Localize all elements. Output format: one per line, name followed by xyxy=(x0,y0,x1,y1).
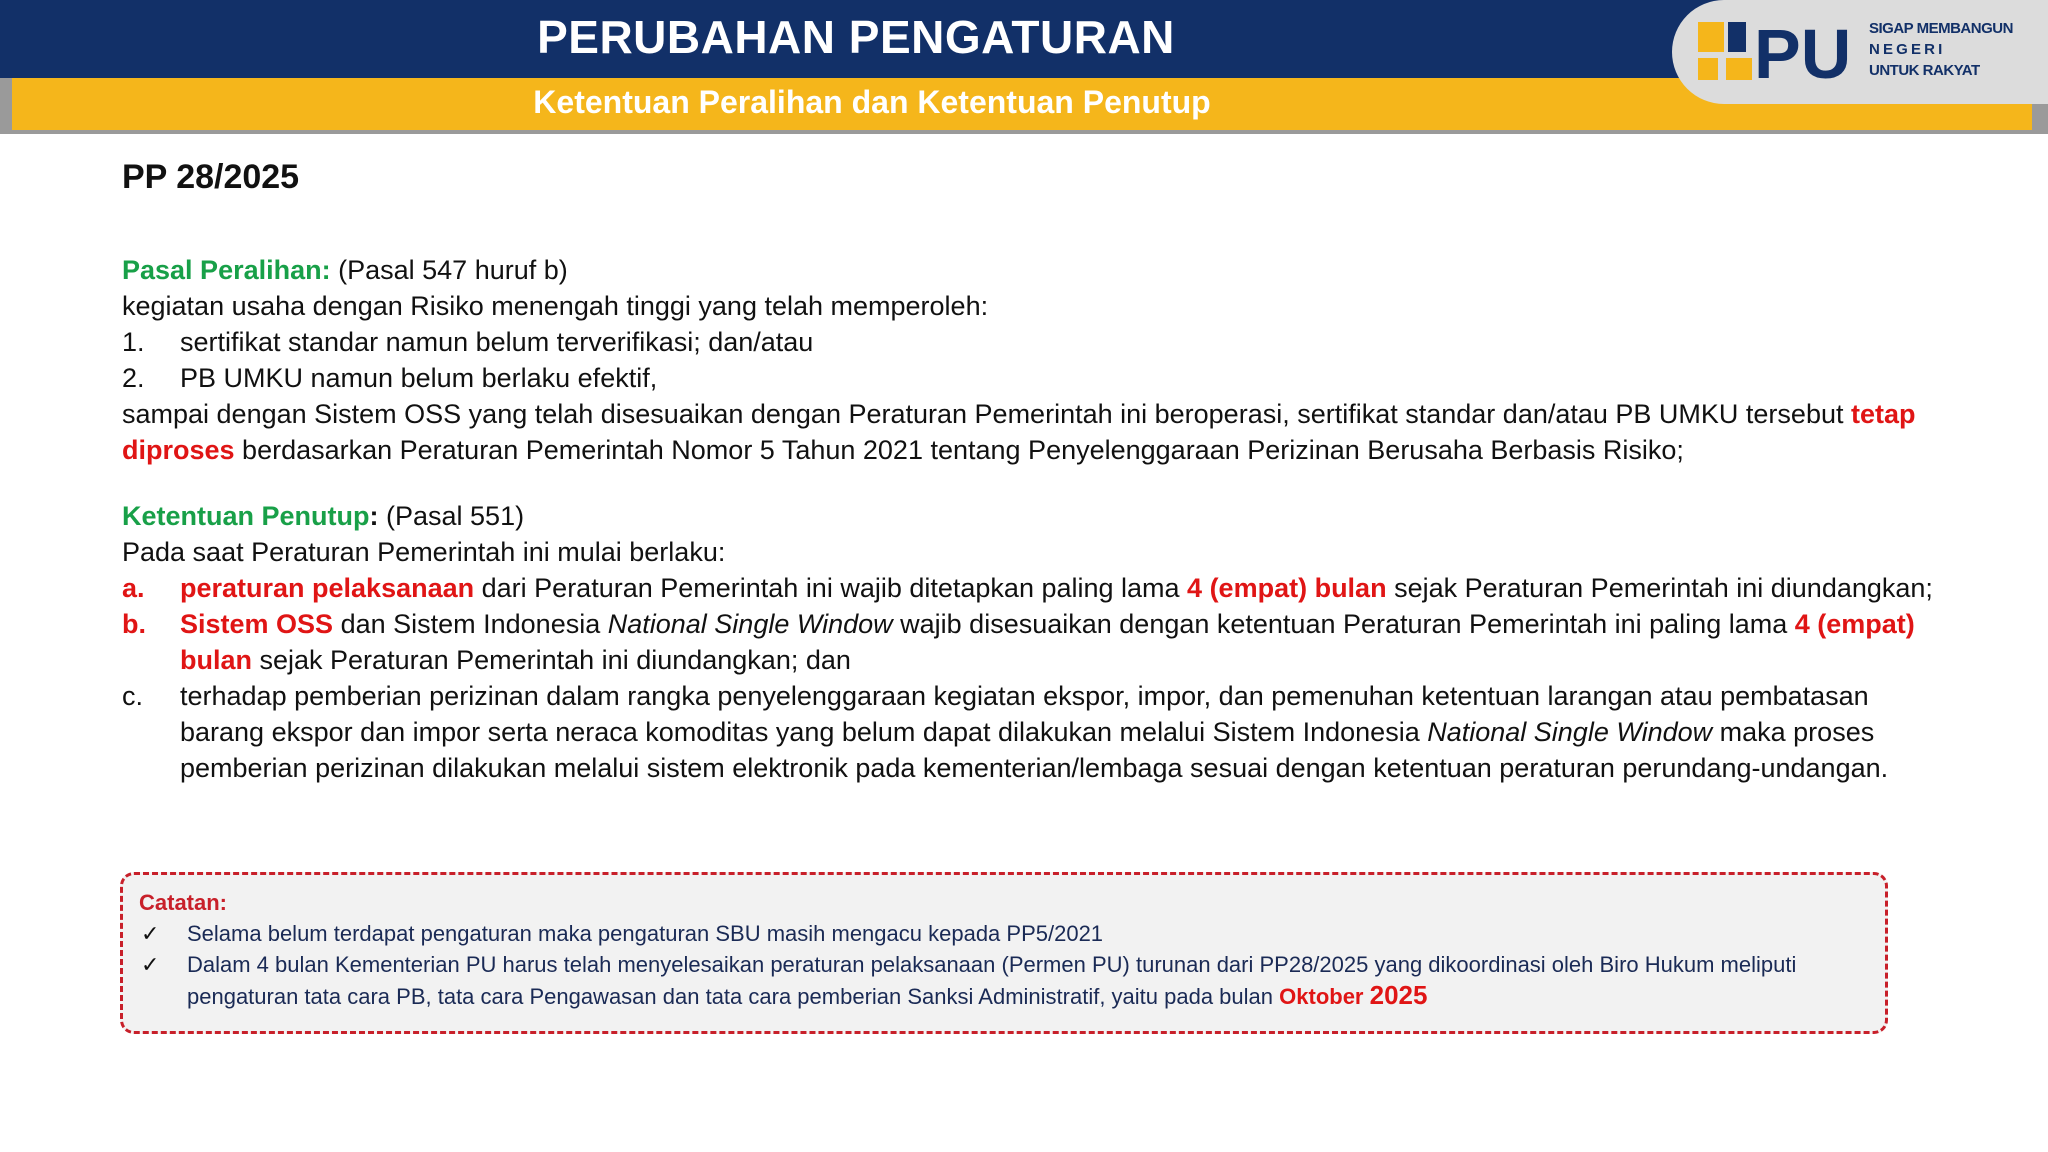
note-text: Selama belum terdapat pengaturan maka pengaturan SBU masih mengacu kepada PP5/2021 xyxy=(187,921,1104,946)
item-c-text-2: maka proses pemberian perizinan dilakukan melalui sistem elektronik pada kementerian/lembaga sesuai dengan ketentuan peraturan perundang-undangan. xyxy=(180,717,1889,783)
page-title: PERUBAHAN PENGATURAN xyxy=(537,11,1175,63)
logo-tagline-line-2: N E G E R I xyxy=(1869,41,1942,58)
penutup-item-b xyxy=(122,606,1942,678)
item-c-italic: National Single Window xyxy=(1427,717,1713,747)
item-b-emphasis-2: 4 (empat) bulan xyxy=(180,609,1915,675)
note-item-2 xyxy=(139,949,1879,1012)
penutup-item-c xyxy=(122,678,1942,786)
penutup-label: Ketentuan Penutup xyxy=(122,501,370,531)
checkmark-icon: ✓ xyxy=(141,921,160,946)
item-b-text-3: sejak Peraturan Pemerintah ini diundangkan; dan xyxy=(252,645,851,675)
logo-block-navy-1 xyxy=(1728,22,1746,52)
list-letter: a. xyxy=(122,573,145,603)
penutup-colon: : xyxy=(369,501,379,531)
pu-logo-mark xyxy=(1696,14,1886,86)
peralihan-closing-emphasis: tetap diproses xyxy=(122,399,1916,465)
section-gap xyxy=(122,468,1942,498)
checkmark-icon: ✓ xyxy=(141,952,160,977)
notes-content xyxy=(139,887,1879,1012)
list-number: 1. xyxy=(122,327,145,357)
note-month: Oktober xyxy=(1279,984,1364,1009)
penutup-ref: (Pasal 551) xyxy=(378,501,525,531)
penutup-heading xyxy=(122,498,1942,534)
peralihan-closing-text-a: sampai dengan Sistem OSS yang telah disesuaikan dengan Peraturan Pemerintah ini beroperasi, sertifikat standar dan/atau PB UMKU tersebut xyxy=(122,399,1851,429)
item-b-text-1: dan Sistem Indonesia xyxy=(333,609,608,639)
notes-label: Catatan: xyxy=(139,890,228,915)
peralihan-heading xyxy=(122,252,1942,288)
logo-tagline xyxy=(1869,18,2044,81)
document-title: PP 28/2025 xyxy=(122,158,300,196)
peralihan-item-1 xyxy=(122,324,1942,360)
list-text: sertifikat standar namun belum terverifikasi; dan/atau xyxy=(180,327,814,357)
logo-block-yellow-3 xyxy=(1726,58,1752,80)
logo-tagline-line-1: SIGAP MEMBANGUN xyxy=(1869,20,2013,37)
peralihan-intro: kegiatan usaha dengan Risiko menengah tinggi yang telah memperoleh: xyxy=(122,291,989,321)
item-c-text-1: terhadap pemberian perizinan dalam rangka penyelenggaraan kegiatan ekspor, impor, dan pemenuhan ketentuan larangan atau pembatasan barang ekspor dan impor serta neraca komoditas yang belum dapat dilakukan melalui Sistem Indonesia xyxy=(180,681,1869,747)
logo-letters: PU xyxy=(1754,15,1852,86)
penutup-intro: Pada saat Peraturan Pemerintah ini mulai berlaku: xyxy=(122,537,726,567)
list-letter: b. xyxy=(122,609,146,639)
note-year: 2025 xyxy=(1369,980,1428,1010)
item-b-text-2: wajib disesuaikan dengan ketentuan Peraturan Pemerintah ini paling lama xyxy=(892,609,1795,639)
notes-box xyxy=(120,872,1888,1034)
item-a-emphasis-2: 4 (empat) bulan xyxy=(1187,573,1387,603)
page-subtitle: Ketentuan Peralihan dan Ketentuan Penutup xyxy=(533,84,1211,120)
peralihan-item-2 xyxy=(122,360,1942,396)
list-letter: c. xyxy=(122,681,144,711)
peralihan-closing-text-b: berdasarkan Peraturan Pemerintah Nomor 5 Tahun 2021 tentang Penyelenggaraan Perizinan Berusaha Berbasis Risiko; xyxy=(234,435,1684,465)
list-number: 2. xyxy=(122,363,145,393)
pu-logo xyxy=(1672,0,2048,104)
item-a-text-1: dari Peraturan Pemerintah ini wajib ditetapkan paling lama xyxy=(474,573,1188,603)
item-a-emphasis-1: peraturan pelaksanaan xyxy=(180,573,475,603)
peralihan-closing xyxy=(122,396,1942,468)
note-text: Dalam 4 bulan Kementerian PU harus telah menyelesaikan peraturan pelaksanaan (Permen PU) turunan dari PP28/2025 yang dikoordinasi oleh Biro Hukum meliputi pengaturan tata cara PB, tata cara Pengawasan dan tata cara pemberian Sanksi Administratif, yaitu pada bulan xyxy=(187,952,1797,1009)
logo-block-yellow-2 xyxy=(1698,58,1718,80)
list-text: PB UMKU namun belum berlaku efektif, xyxy=(180,363,658,393)
item-b-italic: National Single Window xyxy=(607,609,893,639)
peralihan-label: Pasal Peralihan: xyxy=(122,255,331,285)
note-item-1 xyxy=(139,918,1879,949)
logo-tagline-line-3: UNTUK RAKYAT xyxy=(1869,62,1980,79)
logo-block-yellow-1 xyxy=(1698,22,1724,52)
peralihan-ref: (Pasal 547 huruf b) xyxy=(330,255,568,285)
item-b-emphasis-1: Sistem OSS xyxy=(180,609,334,639)
main-content xyxy=(122,156,1942,786)
penutup-item-a xyxy=(122,570,1942,606)
item-a-text-2: sejak Peraturan Pemerintah ini diundangkan; xyxy=(1386,573,1933,603)
